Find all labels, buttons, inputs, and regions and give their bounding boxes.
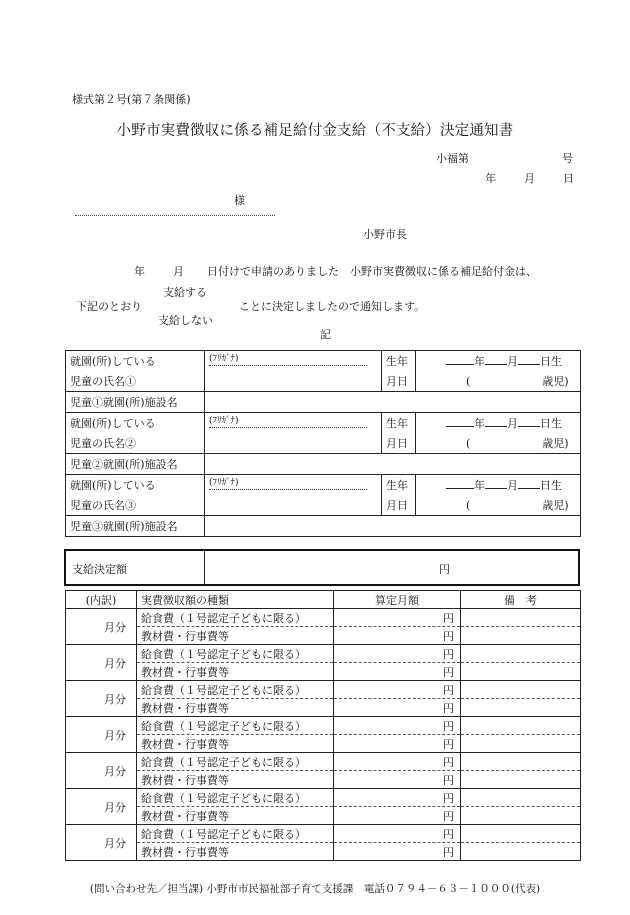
yen-lunch: 円 [334,681,461,699]
child1-facility-label: 児童①就園(所)施設名 [66,392,205,413]
option-nopay: 支給しない [158,314,213,327]
item-materials: 教材費・行事費等 [137,663,334,681]
remarks-lunch [461,645,581,663]
child2-label2: 児童の氏名② [66,433,205,454]
item-materials: 教材費・行事費等 [137,771,334,789]
month-cell: 月分 [66,789,137,825]
child1-birth2: 月日 [382,371,416,392]
child3-facility-label: 児童③就園(所)施設名 [66,516,205,537]
yen-lunch: 円 [334,825,461,843]
yen-lunch: 円 [334,645,461,663]
payment-amount-divider [204,551,207,584]
item-materials: 教材費・行事費等 [137,807,334,825]
remarks-materials [461,735,581,753]
breakdown-row [66,843,581,861]
item-lunch: 給食費（１号認定子どもに限る） [137,681,334,699]
body-line2-rest: ことに決定しましたので通知します。 [239,300,426,313]
month-cell: 月分 [66,609,137,645]
option-pay: 支給する [163,286,207,299]
document-title: 小野市実費徴収に係る補足給付金支給（不支給）決定通知書 [116,123,514,139]
addressee-line [75,215,275,216]
breakdown-row [66,681,581,699]
child1-furigana: (ﾌﾘｶﾞﾅ) [209,353,367,366]
body-month: 月 [173,265,184,278]
yen-materials: 円 [334,735,461,753]
footer-contact: (問い合わせ先／担当課) 小野市市民福祉部子育て支援課 電話０７９４－６３－１０００(代表) [89,883,541,895]
child1-name [205,371,382,392]
payment-amount-box [64,549,580,586]
remarks-materials [461,627,581,645]
item-materials: 教材費・行事費等 [137,627,334,645]
child1-birthdate: 年 月 日生 [416,351,581,372]
breakdown-row [66,789,581,807]
item-lunch: 給食費（１号認定子どもに限る） [137,753,334,771]
yen-materials: 円 [334,699,461,717]
breakdown-row [66,609,581,627]
breakdown-row [66,753,581,771]
yen-lunch: 円 [334,609,461,627]
remarks-lunch [461,753,581,771]
child1-label2: 児童の氏名① [66,371,205,392]
item-materials: 教材費・行事費等 [137,735,334,753]
child2-label1: 就園(所)している [66,413,205,434]
date-day: 日 [563,172,574,185]
child2-name [205,433,382,454]
yen-materials: 円 [334,807,461,825]
breakdown-row [66,807,581,825]
month-cell: 月分 [66,717,137,753]
payment-amount-unit: 円 [439,563,450,576]
doc-number-suffix: 号 [562,152,573,165]
issuer: 小野市長 [363,228,407,241]
breakdown-row [66,645,581,663]
child2-furigana: (ﾌﾘｶﾞﾅ) [209,415,367,428]
child3-birth2: 月日 [382,495,416,516]
child3-age: ( 歳児) [416,495,581,516]
item-lunch: 給食費（１号認定子どもに限る） [137,717,334,735]
remarks-lunch [461,825,581,843]
remarks-materials [461,663,581,681]
payment-amount-label: 支給決定額 [72,563,127,576]
item-lunch: 給食費（１号認定子どもに限る） [137,609,334,627]
child2-birth2: 月日 [382,433,416,454]
item-materials: 教材費・行事費等 [137,843,334,861]
child2-facility [205,454,581,475]
child2-facility-label: 児童②就園(所)施設名 [66,454,205,475]
form-number: 様式第２号(第７条関係) [72,93,191,106]
month-cell: 月分 [66,753,137,789]
remarks-materials [461,771,581,789]
remarks-lunch [461,681,581,699]
breakdown-row [66,699,581,717]
remarks-materials [461,807,581,825]
item-lunch: 給食費（１号認定子どもに限る） [137,645,334,663]
yen-lunch: 円 [334,717,461,735]
item-lunch: 給食費（１号認定子どもに限る） [137,789,334,807]
child2-age: ( 歳児) [416,433,581,454]
child3-furigana: (ﾌﾘｶﾞﾅ) [209,477,367,490]
month-cell: 月分 [66,681,137,717]
child3-name [205,495,382,516]
child1-facility [205,392,581,413]
remarks-materials [461,699,581,717]
breakdown-row [66,717,581,735]
breakdown-header [66,591,581,609]
child1-label1: 就園(所)している [66,351,205,372]
month-cell: 月分 [66,825,137,861]
header-remarks: 備 考 [461,591,581,609]
doc-number-prefix: 小福第 [436,152,469,165]
child1-birth1: 生年 [382,351,416,372]
yen-materials: 円 [334,771,461,789]
breakdown-row [66,663,581,681]
breakdown-row [66,627,581,645]
body-line2-prefix: 下記のとおり [76,300,142,313]
children-table [65,350,581,537]
child3-label1: 就園(所)している [66,475,205,496]
item-lunch: 給食費（１号認定子どもに限る） [137,825,334,843]
child2-birth1: 生年 [382,413,416,434]
date-month: 月 [524,172,535,185]
yen-lunch: 円 [334,753,461,771]
child3-label2: 児童の氏名③ [66,495,205,516]
breakdown-row [66,771,581,789]
breakdown-row [66,825,581,843]
yen-materials: 円 [334,627,461,645]
addressee-suffix: 様 [234,194,245,207]
remarks-materials [461,843,581,861]
date-year: 年 [485,172,496,185]
remarks-lunch [461,789,581,807]
yen-materials: 円 [334,843,461,861]
body-line1: 日付けで申請のありました 小野市実費徴収に係る補足給付金は、 [207,265,537,278]
header-type: 実費徴収額の種類 [137,591,334,609]
body-year: 年 [134,265,145,278]
header-monthly: 算定月額 [334,591,461,609]
ki-mark: 記 [320,328,331,341]
month-cell: 月分 [66,645,137,681]
breakdown-table [65,590,581,861]
child3-facility [205,516,581,537]
yen-materials: 円 [334,663,461,681]
child2-birthdate: 年 月 日生 [416,413,581,434]
child3-birth1: 生年 [382,475,416,496]
item-materials: 教材費・行事費等 [137,699,334,717]
child3-birthdate: 年 月 日生 [416,475,581,496]
child1-age: ( 歳児) [416,371,581,392]
yen-lunch: 円 [334,789,461,807]
remarks-lunch [461,609,581,627]
breakdown-row [66,735,581,753]
header-breakdown: (内訳) [66,591,137,609]
remarks-lunch [461,717,581,735]
